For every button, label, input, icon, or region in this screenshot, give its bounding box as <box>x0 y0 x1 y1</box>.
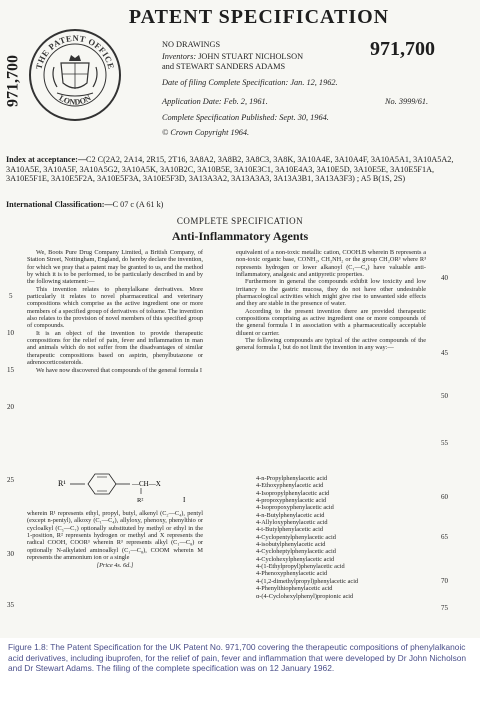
line-number: 20 <box>7 403 14 411</box>
paragraph: This invention relates to phenylalkane derivatives. More particularly it relates to novel pharmaceutical and veterinary compositions which comprise as the active ingredient one or more members of a specified group of derivatives of toluene. The invention also relates to the provision of novel members of this specified group of compounds. <box>27 285 203 330</box>
list-item: 4-Ethoxyphenylacetic acid <box>256 482 324 490</box>
list-item: 4-Cycloheptylphenylacetic acid <box>256 548 336 556</box>
inventors-line2: and STEWART SANDERS ADAMS <box>162 62 286 71</box>
line-number: 60 <box>441 493 448 501</box>
price: [Price 4s. 6d.] <box>96 562 134 570</box>
list-item: 4-Cyclohexylphenylacetic acid <box>256 555 335 563</box>
paragraph: It is an object of the invention to provide therapeutic compositions for the relief of pain, fever and inflammation in man and animals which do not suffer from the disadvantages of similar therapeutic compositions based on aspirin, phenylbutazone or adrenocorticosteroids. <box>27 329 203 367</box>
paragraph: We have now discovered that compounds of the general formula I <box>36 366 202 374</box>
inventors-label: Inventors: <box>162 52 197 61</box>
line-number: 75 <box>441 604 448 612</box>
svg-text:971,700: 971,700 <box>4 55 22 107</box>
list-item: α-(4-Cyclohexylphenyl)propionic acid <box>256 592 354 600</box>
paragraph: According to the present invention there are provided therapeutic compositions comprising as active ingredient one or more compounds of the general formula I in association with a pharmaceutically acceptable diluent or carrier. <box>236 307 426 337</box>
list-item: 4-t-Butylphenylacetic acid <box>256 526 323 534</box>
line-number: 30 <box>7 550 14 558</box>
inventors-line <box>162 52 303 62</box>
list-item: 4-n-Butylphenylacetic acid <box>256 511 325 519</box>
list-item: 4-Allyloxyphenylacetic acid <box>256 519 328 527</box>
svg-text:THE PATENT OFFICE: THE PATENT OFFICE <box>33 32 117 71</box>
paragraph: The following compounds are typical of the active compounds of the general formula I, but do not limit the invention in any way:— <box>236 337 426 352</box>
list-item: 4-Isopropoxyphenylacetic acid <box>256 504 334 512</box>
line-number: 10 <box>7 329 14 337</box>
list-item: 4-(1,2-dimethylpropyl)phenylacetic acid <box>256 577 359 585</box>
svg-text:I: I <box>183 496 186 504</box>
patent-office-seal-icon <box>27 27 123 123</box>
svg-text:LONDON: LONDON <box>57 93 93 107</box>
line-number: 5 <box>9 292 13 300</box>
international-classification: International Classification:—C 07 c (A 61 k) <box>6 200 164 209</box>
line-number: 70 <box>441 577 448 585</box>
application-date: Application Date: Feb. 2, 1961. <box>162 97 268 106</box>
list-item: 4-Phenylthiophenylacetic acid <box>256 585 333 593</box>
paragraph: Furthermore in general the compounds exhibit low toxicity and low irritancy to the gastric mucosa, they do not have other undesirable pharmacological activities which might give rise to unwanted side effects and they are stable in the presence of water. <box>236 278 426 308</box>
line-number: 50 <box>441 392 448 400</box>
left-column <box>27 249 203 374</box>
paragraph: equivalent of a non-toxic metallic cation, COOH.B wherein B represents a non-toxic organic base, CONH₂, CH₂NH₂ or the group CH₂OR³ where R³ represents hydrogen or lower alkanoyl (C₁—C₄) have valuable anti-inflammatory, analgesic and antipyretic properties. <box>236 249 426 279</box>
inventors-names: JOHN STUART NICHOLSON <box>198 52 304 61</box>
figure-caption: Figure 1.8: The Patent Specification for the UK Patent No. 971,700 covering the therapeutic compositions of phenylalkanoic acid derivatives, including ibuprofen, for the relief of pain, fever and inflammation that were developed by Dr John Nicholson and Dr Stewart Adams. The filing of the complete specification was on 12 January 1962. <box>8 642 467 674</box>
patent-number: 971,700 <box>370 38 435 60</box>
line-number: 55 <box>441 439 448 447</box>
chemical-formula-i <box>40 464 190 504</box>
list-item: 4-Isopropylphenylacetic acid <box>256 489 330 497</box>
line-number: 35 <box>7 601 14 609</box>
copyright: © Crown Copyright 1964. <box>162 128 250 137</box>
no-drawings: NO DRAWINGS <box>162 40 221 49</box>
svg-text:—CH—X: —CH—X <box>132 480 161 488</box>
document-title: PATENT SPECIFICATION <box>128 6 390 28</box>
line-number: 65 <box>441 533 448 541</box>
list-item: 4-n-Propylphenylacetic acid <box>256 475 328 482</box>
list-item: 4-propoxyphenylacetic acid <box>256 497 327 505</box>
compound-list <box>256 475 406 600</box>
line-number: 40 <box>441 274 448 282</box>
index-at-acceptance: Index at acceptance:—C2 C(2A2, 2A14, 2R15, 2T16, 3A8A2, 3A8B2, 3A8C3, 3A8K, 3A10A4E, 3A10A4F, 3A10A5A1, 3A10A5A2, 3A10A5E, 3A10A5F, 3A10A5G2, 3A10A5K, 3A10B2C, 3A10B5E, 3A10E3C1, 3A10E4A3, 3A10E5D, 3A10E5E, 3A10E5F1A, 3A10E5F1E, 3A10E5F2A, 3A10E5F3A, 3A10E5F3D, 3A13A3A2, 3A13A3A3, 3A13A3B1, 3A13A3F3) ; A5 B(1S, 2S) <box>6 155 454 183</box>
line-number: 25 <box>7 476 14 484</box>
left-column-continued <box>27 510 203 570</box>
side-patent-number <box>2 42 26 120</box>
svg-text:R²: R² <box>137 497 144 504</box>
line-number: 15 <box>7 366 14 374</box>
line-number: 45 <box>441 349 448 357</box>
right-column <box>236 249 426 352</box>
paragraph: We, Boots Pure Drug Company Limited, a British Company, of Station Street, Nottingham, England, do hereby declare the invention, for which we pray that a patent may be granted to us, and the method by which it is to be performed, to be particularly described in and by the following statement:— <box>27 249 203 286</box>
list-item: 4-Cyclopentylphenylacetic acid <box>256 533 336 541</box>
spec-subtitle: Anti-Inflammatory Agents <box>171 229 309 243</box>
list-item: 4-(1-Ethylpropyl)phenylacetic acid <box>256 563 345 571</box>
list-item: 4-isobutylphenylacetic acid <box>256 541 326 549</box>
published-date: Complete Specification Published: Sept. 30, 1964. <box>162 113 329 122</box>
filing-date: Date of filing Complete Specification: Jan. 12, 1962. <box>162 78 338 87</box>
list-item: 4-Phenoxyphenylacetic acid <box>256 570 328 578</box>
svg-text:R¹: R¹ <box>58 479 66 488</box>
spec-heading: COMPLETE SPECIFICATION <box>176 216 304 226</box>
application-no: No. 3999/61. <box>385 97 429 106</box>
paragraph: wherein R¹ represents ethyl, propyl, butyl, alkenyl (C₂—C₄), pentyl (except n-pentyl), alkoxy (C₁—C₄), allyloxy, phenoxy, phenylthio or cycloalkyl (C₅—C₇) optionally substituted by methyl or ethyl in the 1-position, R² represents hydrogen or methyl and X represents the radical COOH, COOR³ wherein R³ represents alkyl (C₁—C₈) or optionally N-alkylated aminoalkyl (C₁—C₈), COOM wherein M represents the ammonium ion or a single <box>27 510 203 562</box>
